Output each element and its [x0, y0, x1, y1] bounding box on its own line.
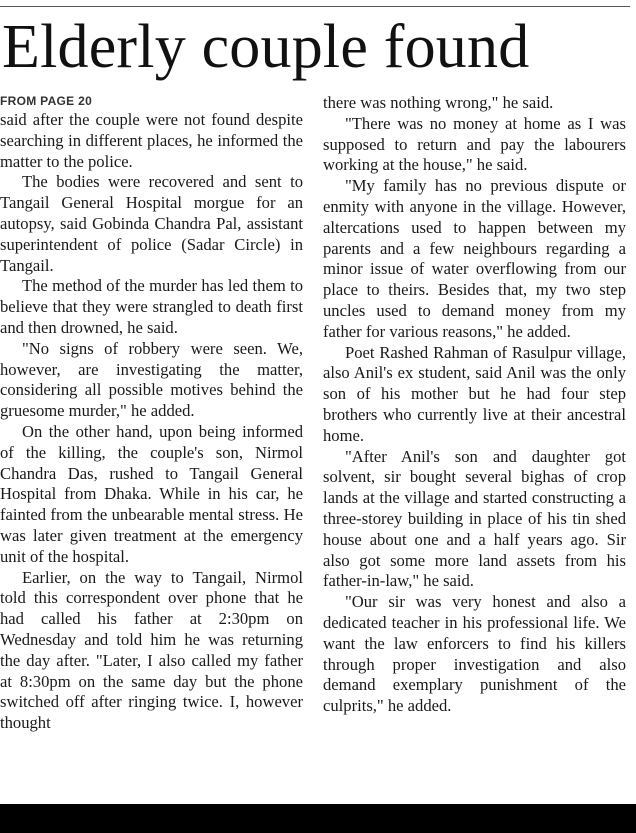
- paragraph: said after the couple were not found despite searching in different places, he informed the matter to the police.: [0, 110, 303, 171]
- bottom-bar: [0, 804, 636, 833]
- paragraph: "My family has no previous dispute or enmity with anyone in the village. However, altercations used to happen between my parents and a few neighbours regarding a minor issue of water overflowing from our place to theirs. Besides that, my two step uncles used to demand money from my father for various reasons," he added.: [323, 176, 626, 341]
- paragraph: "There was no money at home as I was supposed to return and pay the labourers working at the house," he said.: [323, 113, 626, 175]
- paragraph: there was nothing wrong," he said.: [323, 93, 554, 112]
- paragraph: "After Anil's son and daughter got solvent, sir bought several bighas of crop lands at the village and started constructing a three-storey building in place of his tin shed house about one and a half years ago. Sir also got some more land assets from his father-in-law," he said.: [323, 446, 626, 591]
- paragraph: "Our sir was very honest and also a dedicated teacher in his professional life. We want the law enforcers to find his killers through proper investigation and also demand exemplary punishment of the culprits," he added.: [323, 592, 626, 716]
- continued-from-label: FROM PAGE 20: [0, 94, 93, 108]
- paragraph: The bodies were recovered and sent to Tangail General Hospital morgue for an autopsy, said Gobinda Chandra Pal, assistant superintendent of police (Sadar Circle) in Tangail.: [0, 172, 303, 275]
- article-column-right: [323, 93, 626, 717]
- headline: Elderly couple found: [2, 13, 530, 81]
- paragraph: On the other hand, upon being informed of the killing, the couple's son, Nirmol Chandra Das, rushed to Tangail General Hospital from Dhaka. While in his car, he fainted from the unbearable mental stress. He was later given treatment at the emergency unit of the hospital.: [0, 421, 303, 566]
- paragraph: Earlier, on the way to Tangail, Nirmol told this correspondent over phone that he had called his father at 2:30pm on Wednesday and told him he was returning the day after. "Later, I also called my father at 8:30pm on the same day but the phone switched off after ringing twice. I, however thought: [0, 567, 303, 733]
- paragraph: "No signs of robbery were seen. We, however, are investigating the matter, considering all possible motives behind the gruesome murder," he added.: [0, 338, 303, 421]
- top-rule: [0, 6, 630, 7]
- paragraph: Poet Rashed Rahman of Rasulpur village, also Anil's ex student, said Anil was the only son of his mother but he had four step brothers who currently live at their ancestral home.: [323, 342, 626, 445]
- article-column-left: [0, 92, 303, 734]
- paragraph: The method of the murder has led them to believe that they were strangled to death first and then drowned, he said.: [0, 276, 303, 337]
